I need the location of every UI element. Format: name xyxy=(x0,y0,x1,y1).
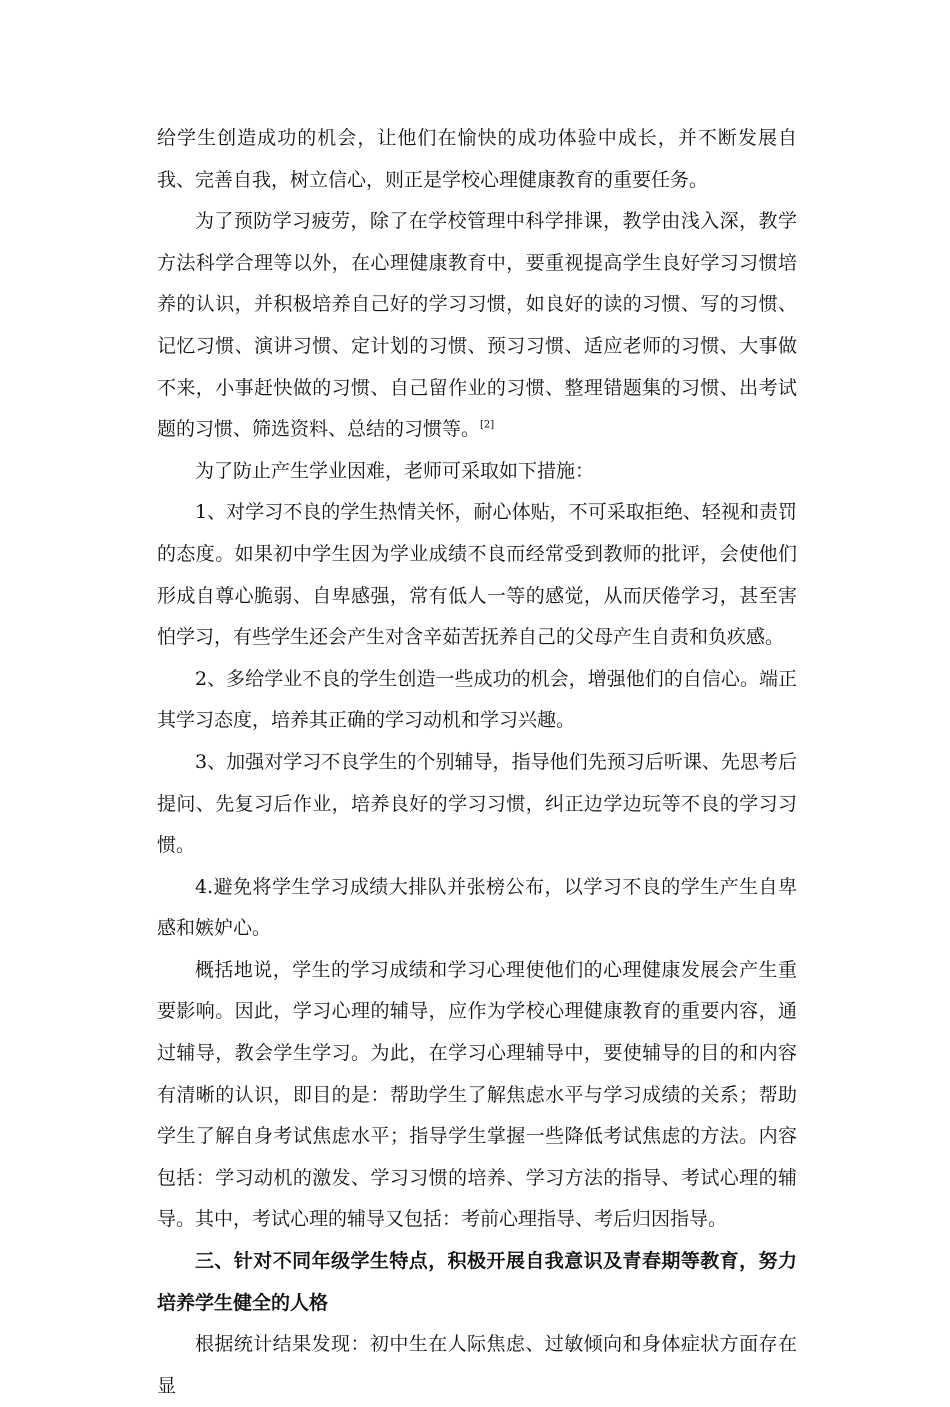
summary-paragraph: 概括地说，学生的学习成绩和学习心理使他们的心理健康发展会产生重要影响。因此，学习心理的辅导，应作为学校心理健康教育的重要内容，通过辅导，教会学生学习。为此，在学习心理辅导中，要使辅导的目的和内容有清晰的认识，即目的是：帮助学生了解焦虑水平与学习成绩的关系；帮助学生了解自身考试焦虑水平；指导学生掌握一些降低考试焦虑的方法。内容包括：学习动机的激发、学习习惯的培养、学习方法的指导、考试心理的辅导。其中，考试心理的辅导又包括：考前心理指导、考后归因指导。 xyxy=(157,958,797,1231)
citation-ref: [2] xyxy=(480,419,495,431)
list-item-4: 4.避免将学生学习成绩大排队并张榜公布，以学习不良的学生产生自卑感和嫉妒心。 xyxy=(157,875,797,940)
document-body xyxy=(157,118,797,1407)
list-item-2: 2、多给学业不良的学生创造一些成功的机会，增强他们的自信心。端正其学习态度，培养其正确的学习动机和学习兴趣。 xyxy=(157,667,797,732)
paragraph-1: 给学生创造成功的机会，让他们在愉快的成功体验中成长，并不断发展自我、完善自我，树立信心，则正是学校心理健康教育的重要任务。 xyxy=(157,127,797,191)
paragraph-3: 为了防止产生学业因难，老师可采取如下措施： xyxy=(195,459,595,482)
list-item-1: 1、对学习不良的学生热情关怀，耐心体贴，不可采取拒绝、轻视和责罚的态度。如果初中学生因为学业成绩不良而经常受到教师的批评，会使他们形成自尊心脆弱、自卑感强，常有低人一等的感觉，从而厌倦学习，甚至害怕学习，有些学生还会产生对含辛茹苦抚养自己的父母产生自责和负疚感。 xyxy=(157,501,797,649)
paragraph-2 xyxy=(157,201,797,451)
paragraph-last: 根据统计结果发现：初中生在人际焦虑、过敏倾向和身体症状方面存在显 xyxy=(157,1333,797,1397)
paragraph-2-text: 为了预防学习疲劳，除了在学校管理中科学排课，教学由浅入深，教学方法科学合理等以外，在心理健康教育中，要重视提高学生良好学习习惯培养的认识，并积极培养自己好的学习习惯，如良好的读的习惯、写的习惯、记忆习惯、演讲习惯、定计划的习惯、预习习惯、适应老师的习惯、大事做不来，小事赶快做的习惯、自己留作业的习惯、整理错题集的习惯、出考试题的习惯、筛选资料、总结的习惯等。 xyxy=(157,210,797,441)
list-item-3: 3、加强对学习不良学生的个别辅导，指导他们先预习后听课、先思考后提问、先复习后作业，培养良好的学习习惯，纠正边学边玩等不良的学习习惯。 xyxy=(157,750,797,857)
section-heading: 三、针对不同年级学生特点，积极开展自我意识及青春期等教育，努力培养学生健全的人格 xyxy=(157,1250,797,1314)
